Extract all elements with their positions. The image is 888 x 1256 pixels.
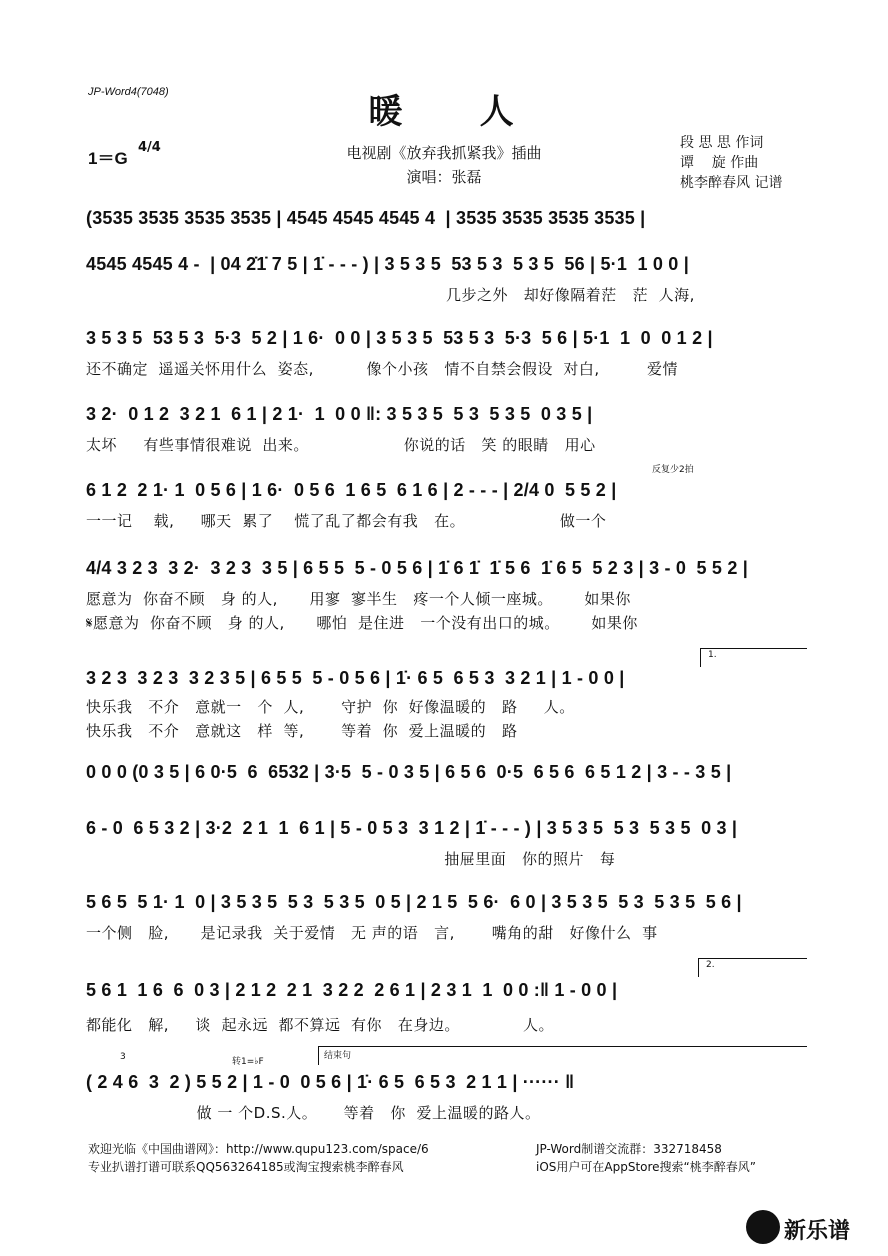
- song-title: 暖 人: [368, 92, 520, 132]
- software-version: JP-Word4(7048): [88, 86, 169, 98]
- lyricist-credit: 段 思 思 作词: [680, 135, 764, 151]
- repeat-note: 反复少2拍: [652, 465, 694, 475]
- coda-bracket: [318, 1046, 807, 1065]
- lyric-line-6b: 𝄋愿意为 你奋不顾 身 的人, 哪怕 是住进 一个没有出口的城。 如果你: [86, 614, 638, 632]
- score-line-3: 3 5 3 5 53 5 3 5·3 5 2 | 1 6· 0 0 | 3 5 3 5 53 5 3 5·3 5 6 | 5·1 1 0 0 1 2 |: [86, 328, 713, 348]
- score-line-5: 6 1 2 2 1· 1 0 5 6 | 1 6· 0 5 6 1 6 5 6 1 6 | 2 - - - | 2/4 0 5 5 2 |: [86, 480, 617, 500]
- score-line-11: 5 6 1 1 6 6 0 3 | 2 1 2 2 1 3 2 2 2 6 1 | 2 3 1 1 0 0 :‖ 1 - 0 0 |: [86, 980, 618, 1000]
- footer-ios: iOS用户可在AppStore搜索“桃李醉春风”: [536, 1160, 756, 1174]
- footer-website: 欢迎光临《中国曲谱网》：http://www.qupu123.com/space/6: [88, 1142, 429, 1156]
- lyric-line-4: 太坏 有些事情很难说 出来。 你说的话 笑 的眼睛 用心: [86, 436, 596, 454]
- logo-icon: [746, 1210, 780, 1244]
- footer-contact: 专业扒谱打谱可联系QQ563264185或淘宝搜索桃李醉春风: [88, 1160, 404, 1174]
- triplet-mark: 3: [120, 1052, 126, 1062]
- singer: 演唱：张磊: [406, 168, 482, 186]
- lyric-line-2: 几步之外 却好像隔着茫 茫 人海,: [446, 286, 695, 304]
- lyric-line-7b: 快乐我 不介 意就这 样 等, 等着 你 爱上温暖的 路: [86, 722, 518, 740]
- score-line-10: 5 6 5 5 1· 1 0 | 3 5 3 5 5 3 5 3 5 0 5 | 2 1 5 5 6· 6 0 | 3 5 3 5 5 3 5 3 5 5 6 |: [86, 892, 742, 912]
- score-line-6: 4/4 3 2 3 3 2· 3 2 3 3 5 | 6 5 5 5 - 0 5 6 | 1̇ 6 1̇ 1̇ 5 6 1̇ 6 5 5 2 3 | 3 - 0 5 5 2 |: [86, 558, 748, 578]
- score-line-2: 4545 4545 4 - | 04 2̇1̇ 7 5 | 1̇ - - - ) | 3 5 3 5 53 5 3 5 3 5 56 | 5·1 1 0 0 |: [86, 254, 689, 274]
- lyric-line-10: 一个侧 脸, 是记录我 关于爱情 无 声的语 言, 嘴角的甜 好像什么 事: [86, 924, 658, 942]
- transcriber-credit: 桃李醉春风 记谱: [680, 175, 783, 191]
- coda-label: 结束句: [324, 1051, 352, 1061]
- composer-credit: 谭 旋 作曲: [680, 155, 759, 171]
- score-line-7: 3 2 3 3 2 3 3 2 3 5 | 6 5 5 5 - 0 5 6 | 1̇· 6 5 6 5 3 3 2 1 | 1 - 0 0 |: [86, 668, 625, 688]
- lyric-line-12: 做 一 个D.S.人。 等着 你 爱上温暖的路人。: [86, 1104, 541, 1122]
- lyric-line-5: 一一记 载, 哪天 累了 慌了乱了都会有我 在。 做一个: [86, 512, 607, 530]
- time-signature: 4/4: [138, 140, 161, 155]
- logo-text: 新乐谱: [784, 1219, 851, 1244]
- score-line-9: 6 - 0 6 5 3 2 | 3·2 2 1 1 6 1 | 5 - 0 5 3 3 1 2 | 1̇ - - - ) | 3 5 3 5 5 3 5 3 5 0 3 |: [86, 818, 738, 838]
- lyric-line-6a: 愿意为 你奋不顾 身 的人, 用寥 寥半生 疼一个人倾一座城。 如果你: [86, 590, 631, 608]
- footer-group: JP-Word制谱交流群：332718458: [536, 1142, 722, 1156]
- key-signature: 1＝G: [88, 149, 128, 168]
- subtitle: 电视剧《放弃我抓紧我》插曲: [346, 144, 542, 162]
- lyric-line-9: 抽屉里面 你的照片 每: [86, 850, 616, 868]
- ending-1-label: 1.: [708, 650, 717, 660]
- score-line-12: ( 2 4 6 3 2 ) 5 5 2 | 1 - 0 0 5 6 | 1̇· 6 5 6 5 3 2 1 1 | ······ ‖: [86, 1072, 575, 1092]
- score-line-4: 3 2· 0 1 2 3 2 1 6 1 | 2 1· 1 0 0 ‖: 3 5 3 5 5 3 5 3 5 0 3 5 |: [86, 404, 593, 424]
- lyric-line-11: 都能化 解, 谈 起永远 都不算远 有你 在身边。 人。: [86, 1016, 555, 1034]
- lyric-line-7a: 快乐我 不介 意就一 个 人, 守护 你 好像温暖的 路 人。: [86, 698, 575, 716]
- key-change: 转1=♭F: [232, 1057, 264, 1067]
- score-line-1: (3535 3535 3535 3535 | 4545 4545 4545 4 | 3535 3535 3535 3535 |: [86, 208, 646, 228]
- ending-2-label: 2.: [706, 960, 715, 970]
- score-line-8: 0 0 0 (0 3 5 | 6 0·5 6 6532 | 3·5 5 - 0 3 5 | 6 5 6 0·5 6 5 6 6 5 1 2 | 3 - - 3 5 |: [86, 762, 732, 782]
- lyric-line-3: 还不确定 遥遥关怀用什么 姿态, 像个小孩 情不自禁会假设 对白, 爱情: [86, 360, 679, 378]
